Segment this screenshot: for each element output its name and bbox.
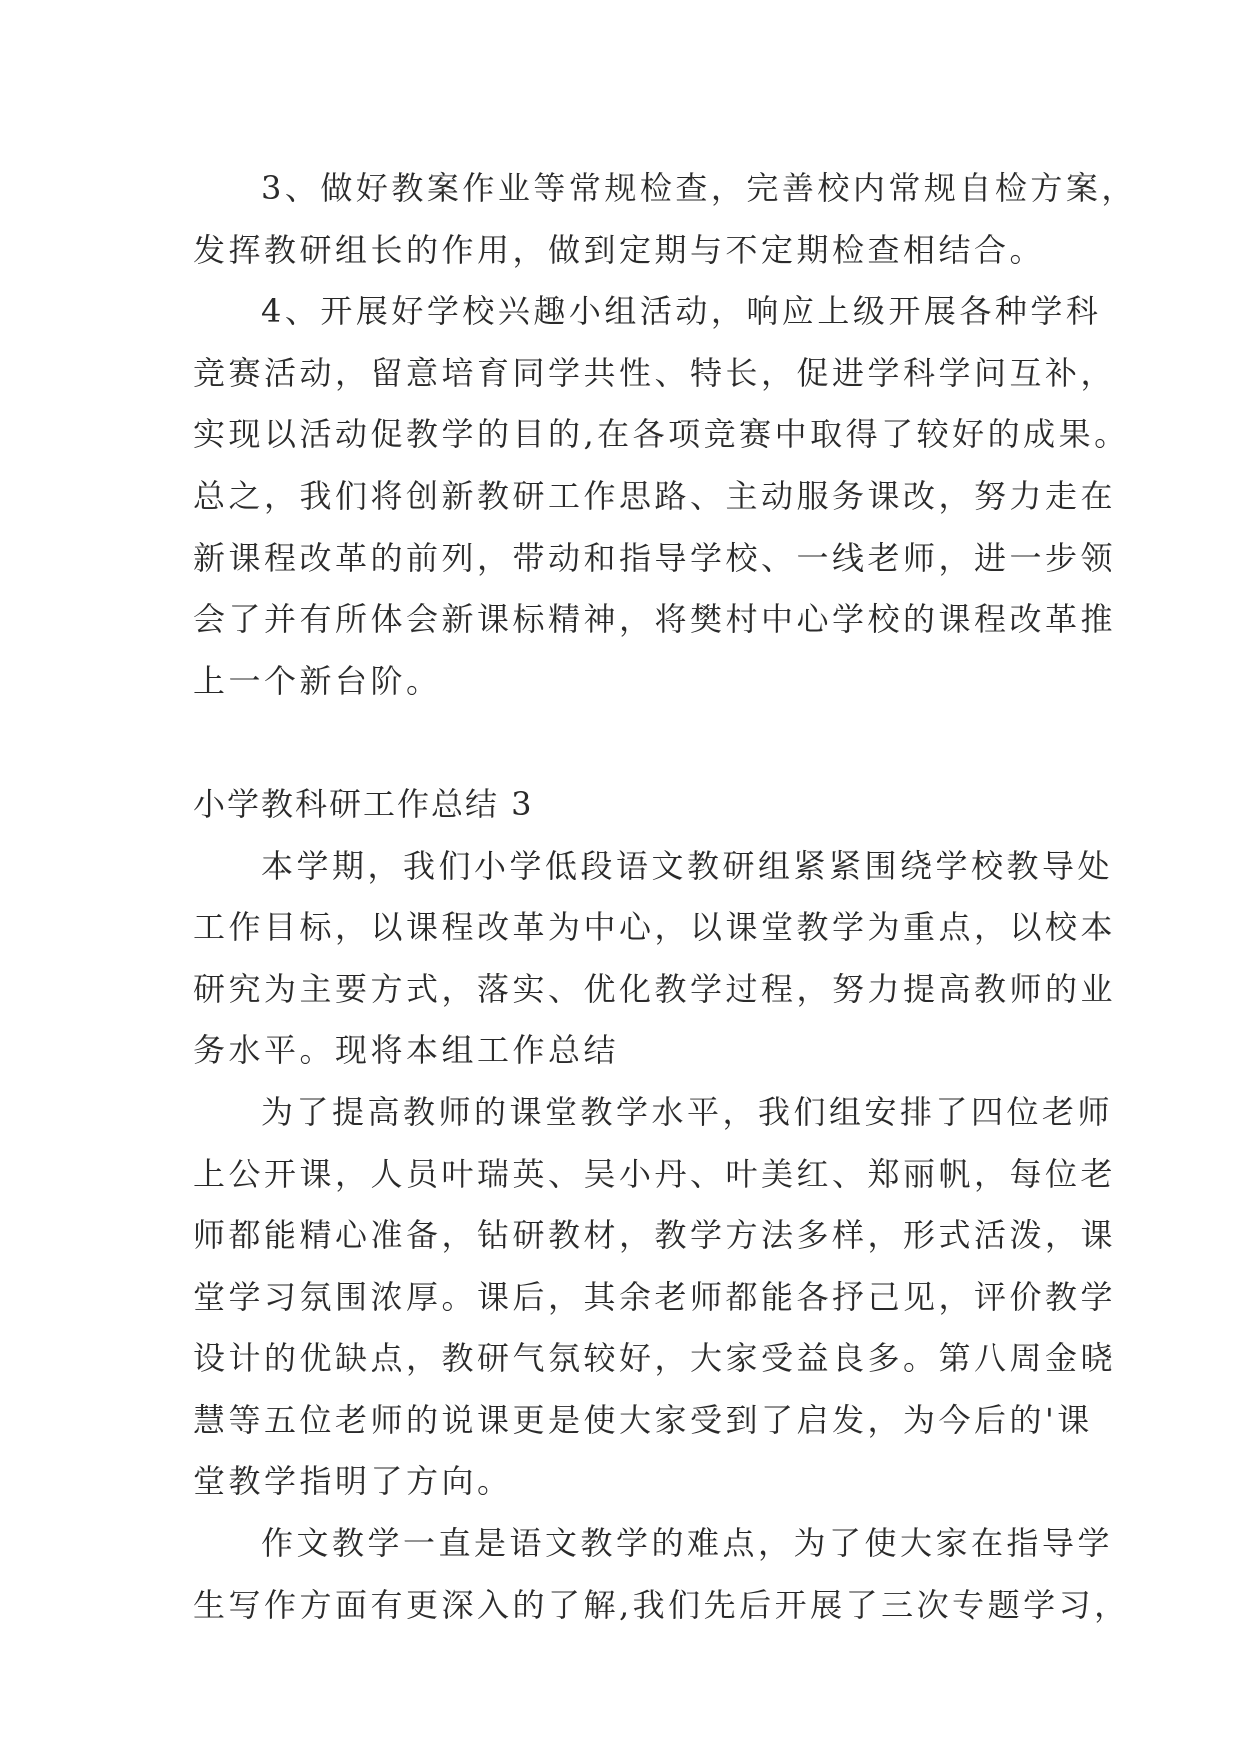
document-body (193, 158, 1137, 1636)
text-line: 慧等五位老师的说课更是使大家受到了启发，为今后的'课 (193, 1400, 1093, 1439)
text-line: 设计的优缺点，教研气氛较好，大家受益良多。第八周金晓 (193, 1339, 1117, 1378)
blank-line (193, 712, 1073, 774)
text-line: 工作目标，以课程改革为中心，以课堂教学为重点，以校本 (193, 908, 1117, 947)
text-line: 发挥教研组长的作用，做到定期与不定期检查相结合。 (193, 230, 1046, 269)
text-line: 4、开展好学校兴趣小组活动，响应上级开展各种学科 (261, 292, 1102, 331)
text-line: 务水平。现将本组工作总结 (193, 1031, 620, 1070)
text-line: 新课程改革的前列，带动和指导学校、一线老师，进一步领 (193, 538, 1117, 577)
text-line: 上一个新台阶。 (193, 661, 442, 700)
text-line: 生写作方面有更深入的了解,我们先后开展了三次专题学习， (193, 1585, 1130, 1624)
section-title: 小学教科研工作总结 3 (193, 784, 534, 823)
text-line: 师都能精心准备，钻研教材，教学方法多样，形式活泼，课 (193, 1216, 1117, 1255)
text-line: 会了并有所体会新课标精神，将樊村中心学校的课程改革推 (193, 600, 1117, 639)
paragraph-open-classes (193, 1082, 1117, 1513)
text-line: 3、做好教案作业等常规检查，完善校内常规自检方案， (261, 169, 1137, 207)
text-line: 总之，我们将创新教研工作思路、主动服务课改，努力走在 (193, 476, 1117, 515)
text-line: 研究为主要方式，落实、优化教学过程，努力提高教师的业 (193, 969, 1117, 1008)
text-line: 堂教学指明了方向。 (193, 1462, 513, 1501)
paragraph-intro (193, 836, 1117, 1082)
text-line: 本学期，我们小学低段语文教研组紧紧围绕学校教导处 (261, 846, 1114, 885)
text-line: 为了提高教师的课堂教学水平，我们组安排了四位老师 (261, 1092, 1114, 1131)
text-line: 堂学习氛围浓厚。课后，其余老师都能各抒己见，评价教学 (193, 1277, 1117, 1316)
text-line: 实现以活动促教学的目的,在各项竞赛中取得了较好的成果。 (193, 415, 1130, 454)
paragraph-3 (193, 158, 1137, 281)
text-line: 作文教学一直是语文教学的难点，为了使大家在指导学 (261, 1524, 1114, 1563)
paragraph-4 (193, 281, 1130, 712)
text-line: 上公开课，人员叶瑞英、吴小丹、叶美红、郑丽帆，每位老 (193, 1154, 1117, 1193)
paragraph-writing (193, 1513, 1130, 1636)
text-line: 竞赛活动，留意培育同学共性、特长，促进学科学问互补， (193, 353, 1117, 392)
